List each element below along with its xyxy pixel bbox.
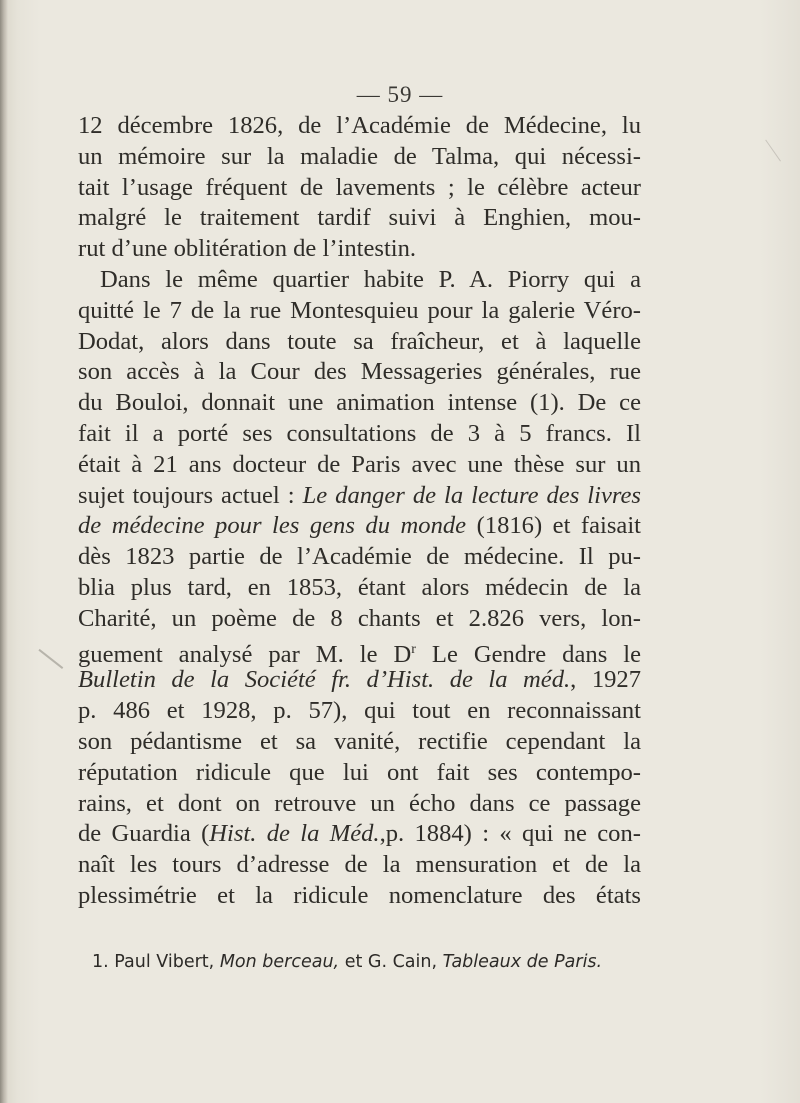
footnote-author: Paul Vibert, bbox=[114, 952, 215, 972]
text-line: Bulletin de la Société fr. d’Hist. de la méd., 1927 bbox=[78, 666, 642, 694]
text-line: était à 21 ans docteur de Paris avec une thèse sur un bbox=[78, 450, 641, 478]
text-line: rains, et dont on retrouve un écho dans ce passage bbox=[78, 789, 641, 817]
text-line: Charité, un poème de 8 chants et 2.826 vers, lon- bbox=[78, 604, 641, 632]
footnote bbox=[92, 950, 652, 974]
footnote-connector: et G. Cain, bbox=[344, 952, 438, 972]
superscript: r bbox=[411, 641, 416, 657]
text-line: Dans le même quartier habite P. A. Piorry qui a bbox=[100, 265, 641, 293]
text-line: un mémoire sur la maladie de Talma, qui nécessi- bbox=[78, 142, 641, 170]
page-number: — 59 — bbox=[356, 82, 444, 107]
text-line: 12 décembre 1826, de l’Académie de Médecine, lu bbox=[78, 112, 641, 139]
text-line: guement analysé par M. le $D^r$ Le Gendre dans le bbox=[78, 640, 641, 668]
text-line: quitté le 7 de la rue Montesquieu pour la galerie Véro- bbox=[78, 296, 641, 324]
text-line: sujet toujours actuel : Le danger de la lecture des livres bbox=[78, 481, 642, 509]
footnote-work-title: Tableaux de Paris. bbox=[442, 952, 603, 972]
text-line: rut d’une oblitération de l’intestin. bbox=[78, 235, 417, 263]
pencil-mark bbox=[765, 140, 781, 162]
text-line: Dodat, alors dans toute sa fraîcheur, et à laquelle bbox=[78, 327, 641, 355]
italic-title: Hist. de la Méd. bbox=[209, 820, 380, 848]
text-line: du Bouloi, donnait une animation intense (1). De ce bbox=[78, 389, 641, 417]
italic-title: Le danger de la lecture des livres bbox=[302, 481, 642, 509]
text-line: son accès à la Cour des Messageries générales, rue bbox=[78, 358, 641, 386]
footnote-number: 1. bbox=[92, 952, 109, 972]
text-line: plessimétrie et la ridicule nomenclature des états bbox=[78, 881, 641, 909]
text-line: de médecine pour les gens du monde (1816) et faisait bbox=[78, 512, 641, 540]
text-line: de Guardia (Hist. de la Méd.,p. 1884) : « qui ne con- bbox=[78, 820, 641, 848]
text-line: naît les tours d’adresse de la mensuration et de la bbox=[78, 851, 641, 879]
text-line: tait l’usage fréquent de lavements ; le célèbre acteur bbox=[78, 173, 641, 201]
binding-edge bbox=[0, 0, 8, 1103]
text-line: malgré le traitement tardif suivi à Enghien, mou- bbox=[78, 204, 641, 232]
text-line: blia plus tard, en 1853, étant alors médecin de la bbox=[78, 573, 641, 601]
italic-title: Bulletin de la Société fr. d’Hist. de la méd. bbox=[78, 666, 571, 694]
main-text bbox=[78, 111, 641, 912]
text-line: dès 1823 partie de l’Académie de médecine. Il pu- bbox=[78, 543, 641, 571]
text-line: réputation ridicule que lui ont fait ses contempo- bbox=[78, 758, 641, 786]
pencil-mark bbox=[39, 649, 64, 669]
italic-title: de médecine pour les gens du monde bbox=[78, 512, 467, 540]
text-line: p. 486 et 1928, p. 57), qui tout en reconnaissant bbox=[78, 697, 641, 725]
text-line: fait il a porté ses consultations de 3 à 5 francs. Il bbox=[78, 419, 641, 447]
footnote-work-title: Mon berceau, bbox=[219, 952, 340, 972]
text-line: son pédantisme et sa vanité, rectifie cependant la bbox=[78, 727, 641, 755]
